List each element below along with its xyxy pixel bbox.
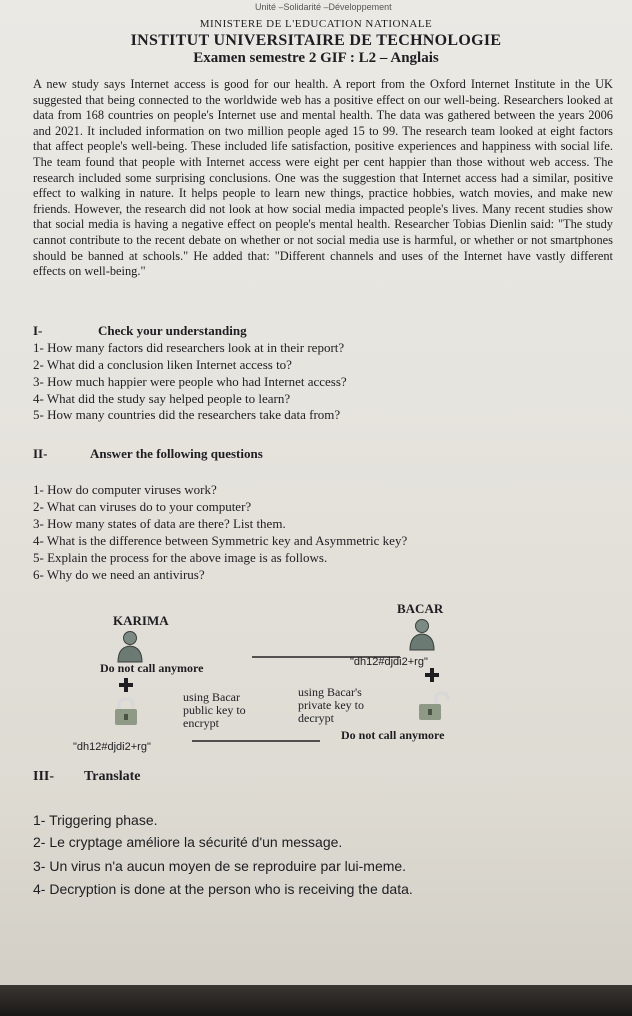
encrypt-step-line3: encrypt: [183, 716, 219, 730]
ministry-title: MINISTERE DE L'EDUCATION NATIONALE: [199, 18, 433, 30]
section1-question: 1- How many factors did researchers look at in their report?: [33, 340, 345, 355]
translate-item: 2- Le cryptage améliore la sécurité d'un message.: [33, 834, 343, 850]
diagram-right-message: Do not call anymore: [341, 728, 445, 742]
diagram-right-name: BACAR: [397, 601, 444, 616]
diagram-right-ciphertext: "dh12#djdi2+rg": [350, 656, 428, 668]
section2-question: 2- What can viruses do to your computer?: [33, 499, 252, 514]
section1-numeral: I-: [33, 323, 43, 338]
locked-padlock-icon: [112, 696, 140, 728]
decrypt-step-line3: decrypt: [298, 711, 334, 725]
section1-question: 2- What did a conclusion liken Internet access to?: [33, 357, 292, 372]
arrow-line: [190, 736, 330, 746]
section2-question: 6- Why do we need an antivirus?: [33, 567, 205, 582]
diagram-left-ciphertext: "dh12#djdi2+rg": [73, 741, 151, 753]
motto: Unité –Solidarité –Développement: [255, 2, 392, 12]
exam-title: Examen semestre 2 GIF : L2 – Anglais: [193, 50, 439, 66]
diagram-left-message: Do not call anymore: [100, 661, 204, 675]
person-icon: [404, 616, 440, 652]
translate-item: 4- Decryption is done at the person who is receiving the data.: [33, 881, 413, 897]
table-shadow: [0, 985, 632, 1016]
section3-numeral: III-: [33, 769, 55, 784]
section2-question: 3- How many states of data are there? List them.: [33, 516, 286, 531]
diagram-left-name: KARIMA: [113, 613, 169, 628]
section2-question: 4- What is the difference between Symmetric key and Asymmetric key?: [33, 533, 408, 548]
translate-item: 1- Triggering phase.: [33, 812, 158, 828]
decrypt-step-line1: using Bacar's: [298, 685, 362, 699]
section1-question: 4- What did the study say helped people to learn?: [33, 391, 291, 406]
encrypt-step-line1: using Bacar: [183, 690, 240, 704]
section2-title: Answer the following questions: [90, 446, 263, 461]
section1-question: 3- How much happier were people who had Internet access?: [33, 374, 347, 389]
section1-question: 5- How many countries did the researchers take data from?: [33, 407, 341, 422]
reading-passage: A new study says Internet access is good for our health. A report from the Oxford Internet Institute in the UK suggested that being connected to the worldwide web has a positive effect on our well-being. Researchers looked at data from 168 countries on people's Internet use and mental health. The data was gathered between the years 2006 and 2021. It included information on two million people aged 15 to 99. The research team looked at eight factors that affect people's well-being. These included life satisfaction, positive experiences and happiness with social life. The team found that people with Internet access were eight per cent happier than those without web access. The research included some surprising conclusions. One was the suggestion that Internet access had a similar, positive effect to walking in nature. It helps people to learn new things, practice hobbies, watch movies, and make new friends. However, the research did not look at how social media impacted people's lives. Many recent studies show that social media is having a negative effect on people's mental health. Researcher Tobias Dienlin said: "The study cannot contribute to the recent debate on whether or not social media use is harmful, or whether or not smartphones should be banned at schools." He added that: "Different channels and uses of the Internet have vastly different effects on well-being.": [33, 77, 613, 279]
translate-item: 3- Un virus n'a aucun moyen de se reproduire par lui-meme.: [33, 858, 407, 874]
plus-icon: [118, 677, 134, 693]
plus-icon: [424, 667, 440, 683]
section2-question: 5- Explain the process for the above image is as follows.: [33, 550, 328, 565]
section2-question: 1- How do computer viruses work?: [33, 482, 217, 497]
section1-title: Check your understanding: [98, 323, 247, 338]
encrypt-step-line2: public key to: [183, 703, 246, 717]
unlocked-padlock-icon: [417, 691, 451, 723]
person-icon: [112, 628, 148, 664]
institute-title: INSTITUT UNIVERSITAIRE DE TECHNOLOGIE: [130, 32, 502, 49]
section3-title: Translate: [84, 769, 141, 784]
section2-numeral: II-: [33, 446, 48, 461]
decrypt-step-line2: private key to: [298, 698, 364, 712]
